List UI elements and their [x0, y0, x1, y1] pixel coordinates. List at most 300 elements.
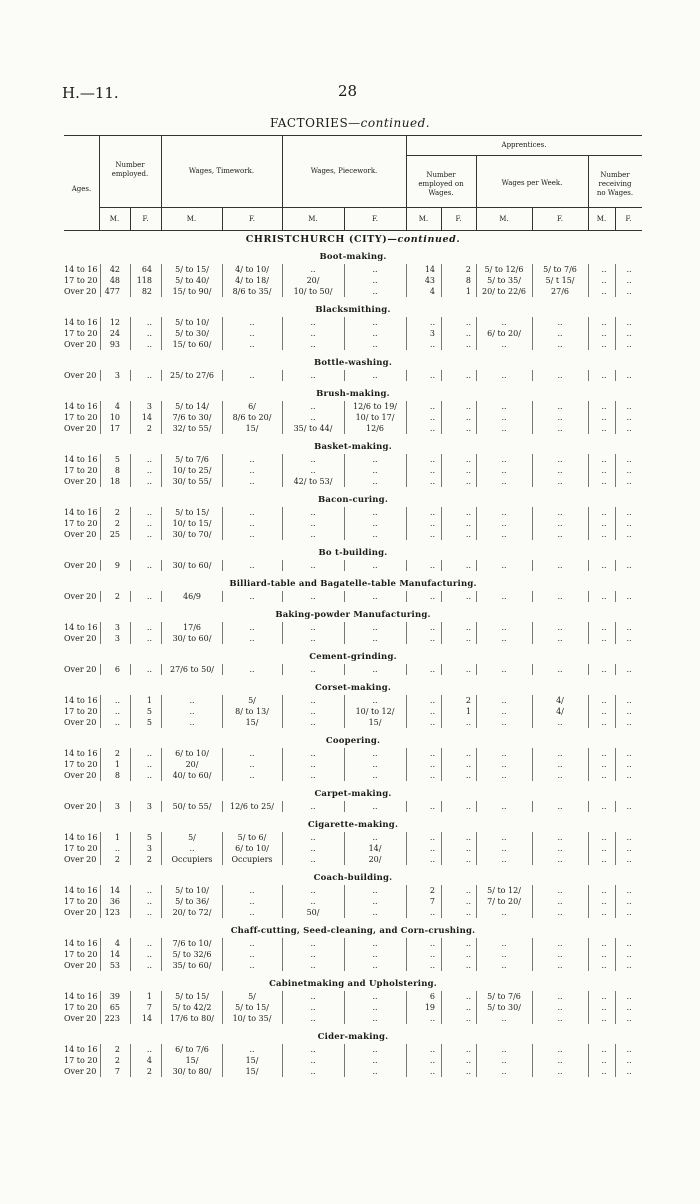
table-row	[64, 1055, 642, 1066]
value-cell: ..	[429, 623, 435, 632]
table-row	[64, 317, 642, 328]
age-cell: 17 to 20	[64, 760, 98, 769]
value-cell: 14	[141, 1014, 152, 1023]
value-cell: 30/ to 55/	[172, 477, 212, 486]
value-cell: ..	[501, 1056, 507, 1065]
value-cell: ..	[557, 508, 563, 517]
value-cell: ..	[465, 318, 471, 327]
age-cell: 14 to 16	[64, 1045, 98, 1054]
value-cell: 5/ to 15/	[175, 265, 209, 274]
value-cell: 35/ to 44/	[293, 424, 333, 433]
wages-per-week-header: Wages per Week.	[501, 179, 563, 187]
table-row	[64, 717, 642, 728]
table-row	[64, 907, 642, 918]
cell-divider	[130, 843, 131, 854]
value-cell: 2	[114, 508, 120, 517]
value-cell: ..	[146, 897, 152, 906]
value-cell: ..	[601, 477, 607, 486]
value-cell: ..	[114, 718, 120, 727]
cell-divider	[130, 633, 131, 644]
value-cell: ..	[501, 318, 507, 327]
value-cell: ..	[601, 950, 607, 959]
value-cell: 4	[146, 1056, 152, 1065]
cell-divider	[441, 476, 442, 487]
value-cell: 12/6 to 25/	[230, 802, 274, 811]
age-cell: 14 to 16	[64, 623, 98, 632]
value-cell: ..	[626, 992, 632, 1001]
table-row	[64, 896, 642, 907]
table-row	[64, 633, 642, 644]
table-row	[64, 854, 642, 865]
value-cell: ..	[429, 749, 435, 758]
value-cell: ..	[557, 1056, 563, 1065]
table-row	[64, 529, 642, 540]
value-cell: ..	[372, 939, 378, 948]
value-cell: ..	[372, 508, 378, 517]
value-cell: ..	[310, 950, 316, 959]
value-cell: ..	[601, 329, 607, 338]
value-cell: 2	[114, 1045, 120, 1054]
value-cell: ..	[429, 950, 435, 959]
industry-heading: Cigarette-making.	[307, 820, 399, 830]
value-cell: 5/ to 42/2	[172, 1003, 212, 1012]
value-cell: ..	[429, 961, 435, 970]
value-cell: 40/ to 60/	[172, 771, 212, 780]
table-row	[64, 507, 642, 518]
value-cell: 18	[109, 477, 120, 486]
value-cell: ..	[372, 950, 378, 959]
cell-divider	[441, 529, 442, 540]
industry-heading: Corset-making.	[314, 683, 392, 693]
value-cell: ..	[189, 718, 195, 727]
wages-timework-header: Wages, Timework.	[188, 167, 255, 175]
value-cell: ..	[601, 833, 607, 842]
value-cell: ..	[557, 886, 563, 895]
value-cell: ..	[429, 561, 435, 570]
value-cell: ..	[429, 455, 435, 464]
value-cell: ..	[310, 897, 316, 906]
value-cell: 42/ to 53/	[293, 477, 333, 486]
cell-divider	[130, 1013, 131, 1024]
value-cell: 5/ to 32/6	[172, 950, 212, 959]
value-cell: 6/ to 7/6	[175, 1045, 209, 1054]
value-cell: ..	[557, 908, 563, 917]
value-cell: 7	[114, 1067, 120, 1076]
value-cell: 5/ to 15/	[235, 1003, 269, 1012]
value-cell: 32/ to 55/	[172, 424, 212, 433]
value-cell: ..	[249, 455, 255, 464]
location-heading	[64, 230, 642, 250]
value-cell: ..	[557, 760, 563, 769]
value-cell: ..	[249, 340, 255, 349]
value-cell: 2	[146, 1067, 152, 1076]
table-row	[64, 1002, 642, 1013]
value-cell: 3	[146, 802, 152, 811]
value-cell: ..	[626, 371, 632, 380]
value-cell: 15/ to 60/	[172, 340, 212, 349]
value-cell: ..	[501, 961, 507, 970]
value-cell: ..	[310, 329, 316, 338]
value-cell: 2	[114, 519, 120, 528]
value-cell: ..	[465, 530, 471, 539]
value-cell: ..	[501, 455, 507, 464]
value-cell: ..	[601, 402, 607, 411]
age-cell: Over 20	[64, 908, 97, 917]
value-cell: ..	[310, 402, 316, 411]
value-cell: ..	[146, 318, 152, 327]
value-cell: 123	[104, 908, 120, 917]
value-cell: 27/6 to 50/	[170, 665, 214, 674]
age-cell: Over 20	[64, 340, 97, 349]
value-cell: 15/	[368, 718, 382, 727]
value-cell: ..	[601, 718, 607, 727]
value-cell: ..	[146, 749, 152, 758]
value-cell: 12/6	[366, 424, 384, 433]
value-cell: 42	[109, 265, 120, 274]
value-cell: ..	[310, 749, 316, 758]
value-cell: ..	[249, 749, 255, 758]
cell-divider	[441, 938, 442, 949]
value-cell: ..	[465, 992, 471, 1001]
value-cell: ..	[372, 466, 378, 475]
value-cell: ..	[310, 718, 316, 727]
value-cell: ..	[372, 318, 378, 327]
cell-divider	[441, 412, 442, 423]
value-cell: ..	[146, 886, 152, 895]
value-cell: 12/6 to 19/	[353, 402, 397, 411]
age-cell: Over 20	[64, 802, 97, 811]
value-cell: 4/	[556, 707, 564, 716]
value-cell: ..	[429, 718, 435, 727]
age-cell: 14 to 16	[64, 886, 98, 895]
value-cell: ..	[465, 939, 471, 948]
value-cell: ..	[601, 908, 607, 917]
value-cell: ..	[310, 939, 316, 948]
cell-divider	[100, 264, 101, 275]
value-cell: ..	[465, 455, 471, 464]
value-cell: ..	[429, 760, 435, 769]
value-cell: ..	[626, 749, 632, 758]
value-cell: 4	[114, 939, 120, 948]
table-row	[64, 622, 642, 633]
value-cell: ..	[626, 265, 632, 274]
value-cell: ..	[626, 886, 632, 895]
value-cell: ..	[465, 1003, 471, 1012]
age-cell: Over 20	[64, 561, 97, 570]
value-cell: ..	[249, 508, 255, 517]
value-cell: ..	[601, 855, 607, 864]
cell-divider	[130, 991, 131, 1002]
table-row	[64, 423, 642, 434]
value-cell: ..	[557, 749, 563, 758]
value-cell: ..	[626, 1014, 632, 1023]
value-cell: ..	[501, 1014, 507, 1023]
value-cell: ..	[557, 477, 563, 486]
value-cell: ..	[626, 519, 632, 528]
value-cell: 48	[109, 276, 120, 285]
value-cell: ..	[501, 749, 507, 758]
value-cell: ..	[372, 961, 378, 970]
cell-divider	[100, 507, 101, 518]
value-cell: 1	[465, 287, 471, 296]
age-cell: Over 20	[64, 530, 97, 539]
value-cell: 3	[114, 802, 120, 811]
value-cell: ..	[465, 561, 471, 570]
value-cell: 20/	[185, 760, 199, 769]
value-cell: ..	[429, 371, 435, 380]
cell-divider	[130, 275, 131, 286]
value-cell: 5/ to 12/6	[484, 265, 524, 274]
value-cell: 14	[109, 886, 120, 895]
value-cell: ..	[372, 1056, 378, 1065]
cell-divider	[130, 412, 131, 423]
value-cell: ..	[114, 707, 120, 716]
cell-divider	[441, 339, 442, 350]
header-line: receiving	[598, 180, 632, 188]
value-cell: ..	[429, 908, 435, 917]
value-cell: ..	[372, 833, 378, 842]
value-cell: ..	[465, 508, 471, 517]
cell-divider	[441, 991, 442, 1002]
value-cell: ..	[601, 276, 607, 285]
value-cell: 20/	[368, 855, 382, 864]
value-cell: 17	[109, 424, 120, 433]
table-row	[64, 339, 642, 350]
cell-divider	[441, 507, 442, 518]
value-cell: ..	[310, 1067, 316, 1076]
value-cell: ..	[465, 749, 471, 758]
value-cell: ..	[501, 530, 507, 539]
value-cell: ..	[501, 833, 507, 842]
value-cell: ..	[310, 623, 316, 632]
value-cell: ..	[601, 939, 607, 948]
value-cell: ..	[557, 329, 563, 338]
cell-divider	[441, 885, 442, 896]
age-cell: 17 to 20	[64, 413, 98, 422]
age-cell: 14 to 16	[64, 749, 98, 758]
value-cell: ..	[146, 939, 152, 948]
cell-divider	[100, 960, 101, 971]
value-cell: 20/ to 22/6	[482, 287, 526, 296]
table-row	[64, 664, 642, 675]
value-cell: 25/ to 27/6	[170, 371, 214, 380]
value-cell: 2	[429, 886, 435, 895]
age-cell: 14 to 16	[64, 265, 98, 274]
industry-heading: Cider-making.	[317, 1032, 389, 1042]
industry-heading: Coopering.	[325, 736, 381, 746]
age-cell: 14 to 16	[64, 455, 98, 464]
age-cell: 14 to 16	[64, 939, 98, 948]
cell-divider	[100, 854, 101, 865]
cell-divider	[441, 717, 442, 728]
value-cell: ..	[501, 340, 507, 349]
value-cell: ..	[310, 707, 316, 716]
value-cell: ..	[249, 477, 255, 486]
cell-divider	[100, 885, 101, 896]
value-cell: ..	[372, 287, 378, 296]
value-cell: 10	[109, 413, 120, 422]
value-cell: 8/6 to 35/	[232, 287, 272, 296]
cell-divider	[100, 476, 101, 487]
value-cell: 6/ to 10/	[235, 844, 269, 853]
value-cell: ..	[249, 886, 255, 895]
value-cell: 5/ to 30/	[175, 329, 209, 338]
value-cell: ..	[465, 329, 471, 338]
value-cell: 39	[109, 992, 120, 1001]
value-cell: 4/ to 18/	[235, 276, 269, 285]
table-row	[64, 1013, 642, 1024]
value-cell: ..	[626, 1003, 632, 1012]
table-row	[64, 264, 642, 275]
cell-divider	[441, 286, 442, 297]
value-cell: ..	[146, 477, 152, 486]
value-cell: ..	[372, 1003, 378, 1012]
value-cell: 3	[114, 623, 120, 632]
cell-divider	[441, 560, 442, 571]
value-cell: ..	[249, 592, 255, 601]
cell-divider	[441, 264, 442, 275]
value-cell: 3	[146, 402, 152, 411]
value-cell: Occupiers	[231, 855, 273, 864]
value-cell: ..	[626, 455, 632, 464]
value-cell: 477	[104, 287, 120, 296]
value-cell: ..	[626, 466, 632, 475]
value-cell: ..	[626, 634, 632, 643]
value-cell: ..	[310, 592, 316, 601]
m-label: M.	[418, 215, 429, 223]
cell-divider	[100, 938, 101, 949]
value-cell: ..	[557, 424, 563, 433]
cell-divider	[130, 317, 131, 328]
value-cell: ..	[465, 424, 471, 433]
value-cell: ..	[557, 519, 563, 528]
value-cell: ..	[501, 665, 507, 674]
value-cell: ..	[501, 371, 507, 380]
cell-divider	[130, 465, 131, 476]
apprentices-header: Apprentices.	[501, 141, 547, 149]
value-cell: 20/ to 72/	[172, 908, 212, 917]
cell-divider	[130, 695, 131, 706]
value-cell: ..	[557, 340, 563, 349]
value-cell: 7	[146, 1003, 152, 1012]
industry-heading: Coach-building.	[313, 873, 393, 883]
value-cell: ..	[310, 1045, 316, 1054]
value-cell: 35/ to 60/	[172, 961, 212, 970]
cell-divider	[130, 770, 131, 781]
age-cell: Over 20	[64, 855, 97, 864]
value-cell: 223	[104, 1014, 120, 1023]
value-cell: 9	[114, 561, 120, 570]
value-cell: ..	[501, 696, 507, 705]
value-cell: ..	[189, 707, 195, 716]
value-cell: ..	[501, 844, 507, 853]
cell-divider	[100, 622, 101, 633]
value-cell: 5/ to 10/	[175, 318, 209, 327]
value-cell: ..	[372, 623, 378, 632]
value-cell: ..	[429, 1067, 435, 1076]
value-cell: ..	[146, 592, 152, 601]
industry-heading: Carpet-making.	[314, 789, 392, 799]
table-row	[64, 370, 642, 381]
value-cell: ..	[601, 886, 607, 895]
table-row	[64, 938, 642, 949]
header-line: Wages.	[428, 189, 454, 197]
value-cell: 10/ to 17/	[355, 413, 395, 422]
value-cell: 2	[465, 696, 471, 705]
value-cell: ..	[429, 530, 435, 539]
cell-divider	[100, 1066, 101, 1077]
value-cell: 8	[465, 276, 471, 285]
value-cell: 1	[114, 833, 120, 842]
value-cell: ..	[557, 855, 563, 864]
value-cell: 2	[114, 749, 120, 758]
value-cell: ..	[465, 950, 471, 959]
value-cell: ..	[626, 908, 632, 917]
industry-heading: Billiard-table and Bagatelle-table Manufacturing.	[229, 579, 477, 589]
header-line: Number	[426, 171, 456, 179]
value-cell: ..	[557, 1067, 563, 1076]
header-sub-rule	[99, 207, 642, 208]
value-cell: ..	[626, 844, 632, 853]
wages-table	[64, 230, 642, 1083]
value-cell: 14	[109, 950, 120, 959]
value-cell: 1	[465, 707, 471, 716]
value-cell: ..	[501, 802, 507, 811]
value-cell: ..	[429, 855, 435, 864]
header-line: no Wages.	[596, 189, 634, 197]
value-cell: ..	[372, 1045, 378, 1054]
cell-divider	[130, 560, 131, 571]
table-row	[64, 770, 642, 781]
value-cell: ..	[626, 477, 632, 486]
table-row	[64, 843, 642, 854]
value-cell: ..	[465, 477, 471, 486]
value-cell: ..	[310, 855, 316, 864]
value-cell: ..	[601, 371, 607, 380]
value-cell: ..	[557, 1045, 563, 1054]
cell-divider	[130, 949, 131, 960]
cell-divider	[100, 591, 101, 602]
value-cell: ..	[429, 665, 435, 674]
value-cell: 36	[109, 897, 120, 906]
value-cell: 1	[146, 992, 152, 1001]
value-cell: 15/	[245, 1067, 259, 1076]
value-cell: ..	[429, 477, 435, 486]
value-cell: 5/ to 35/	[487, 276, 521, 285]
age-cell: 14 to 16	[64, 318, 98, 327]
value-cell: ..	[372, 802, 378, 811]
value-cell: 15/	[245, 424, 259, 433]
value-cell: 2	[146, 424, 152, 433]
cell-divider	[130, 706, 131, 717]
industry-heading: Chaff-cutting, Seed-cleaning, and Corn-crushing.	[230, 926, 476, 936]
value-cell: ..	[146, 961, 152, 970]
age-cell: 14 to 16	[64, 696, 98, 705]
value-cell: ..	[465, 897, 471, 906]
value-cell: 6	[429, 992, 435, 1001]
value-cell: 93	[109, 340, 120, 349]
value-cell: ..	[372, 371, 378, 380]
value-cell: 10/ to 25/	[172, 466, 212, 475]
table-row	[64, 412, 642, 423]
cell-divider	[130, 1044, 131, 1055]
value-cell: ..	[465, 466, 471, 475]
value-cell: 118	[136, 276, 152, 285]
m-label: M.	[499, 215, 509, 223]
value-cell: 5	[146, 707, 152, 716]
value-cell: ..	[249, 665, 255, 674]
wages-piecework-header: Wages, Piecework.	[310, 167, 378, 175]
